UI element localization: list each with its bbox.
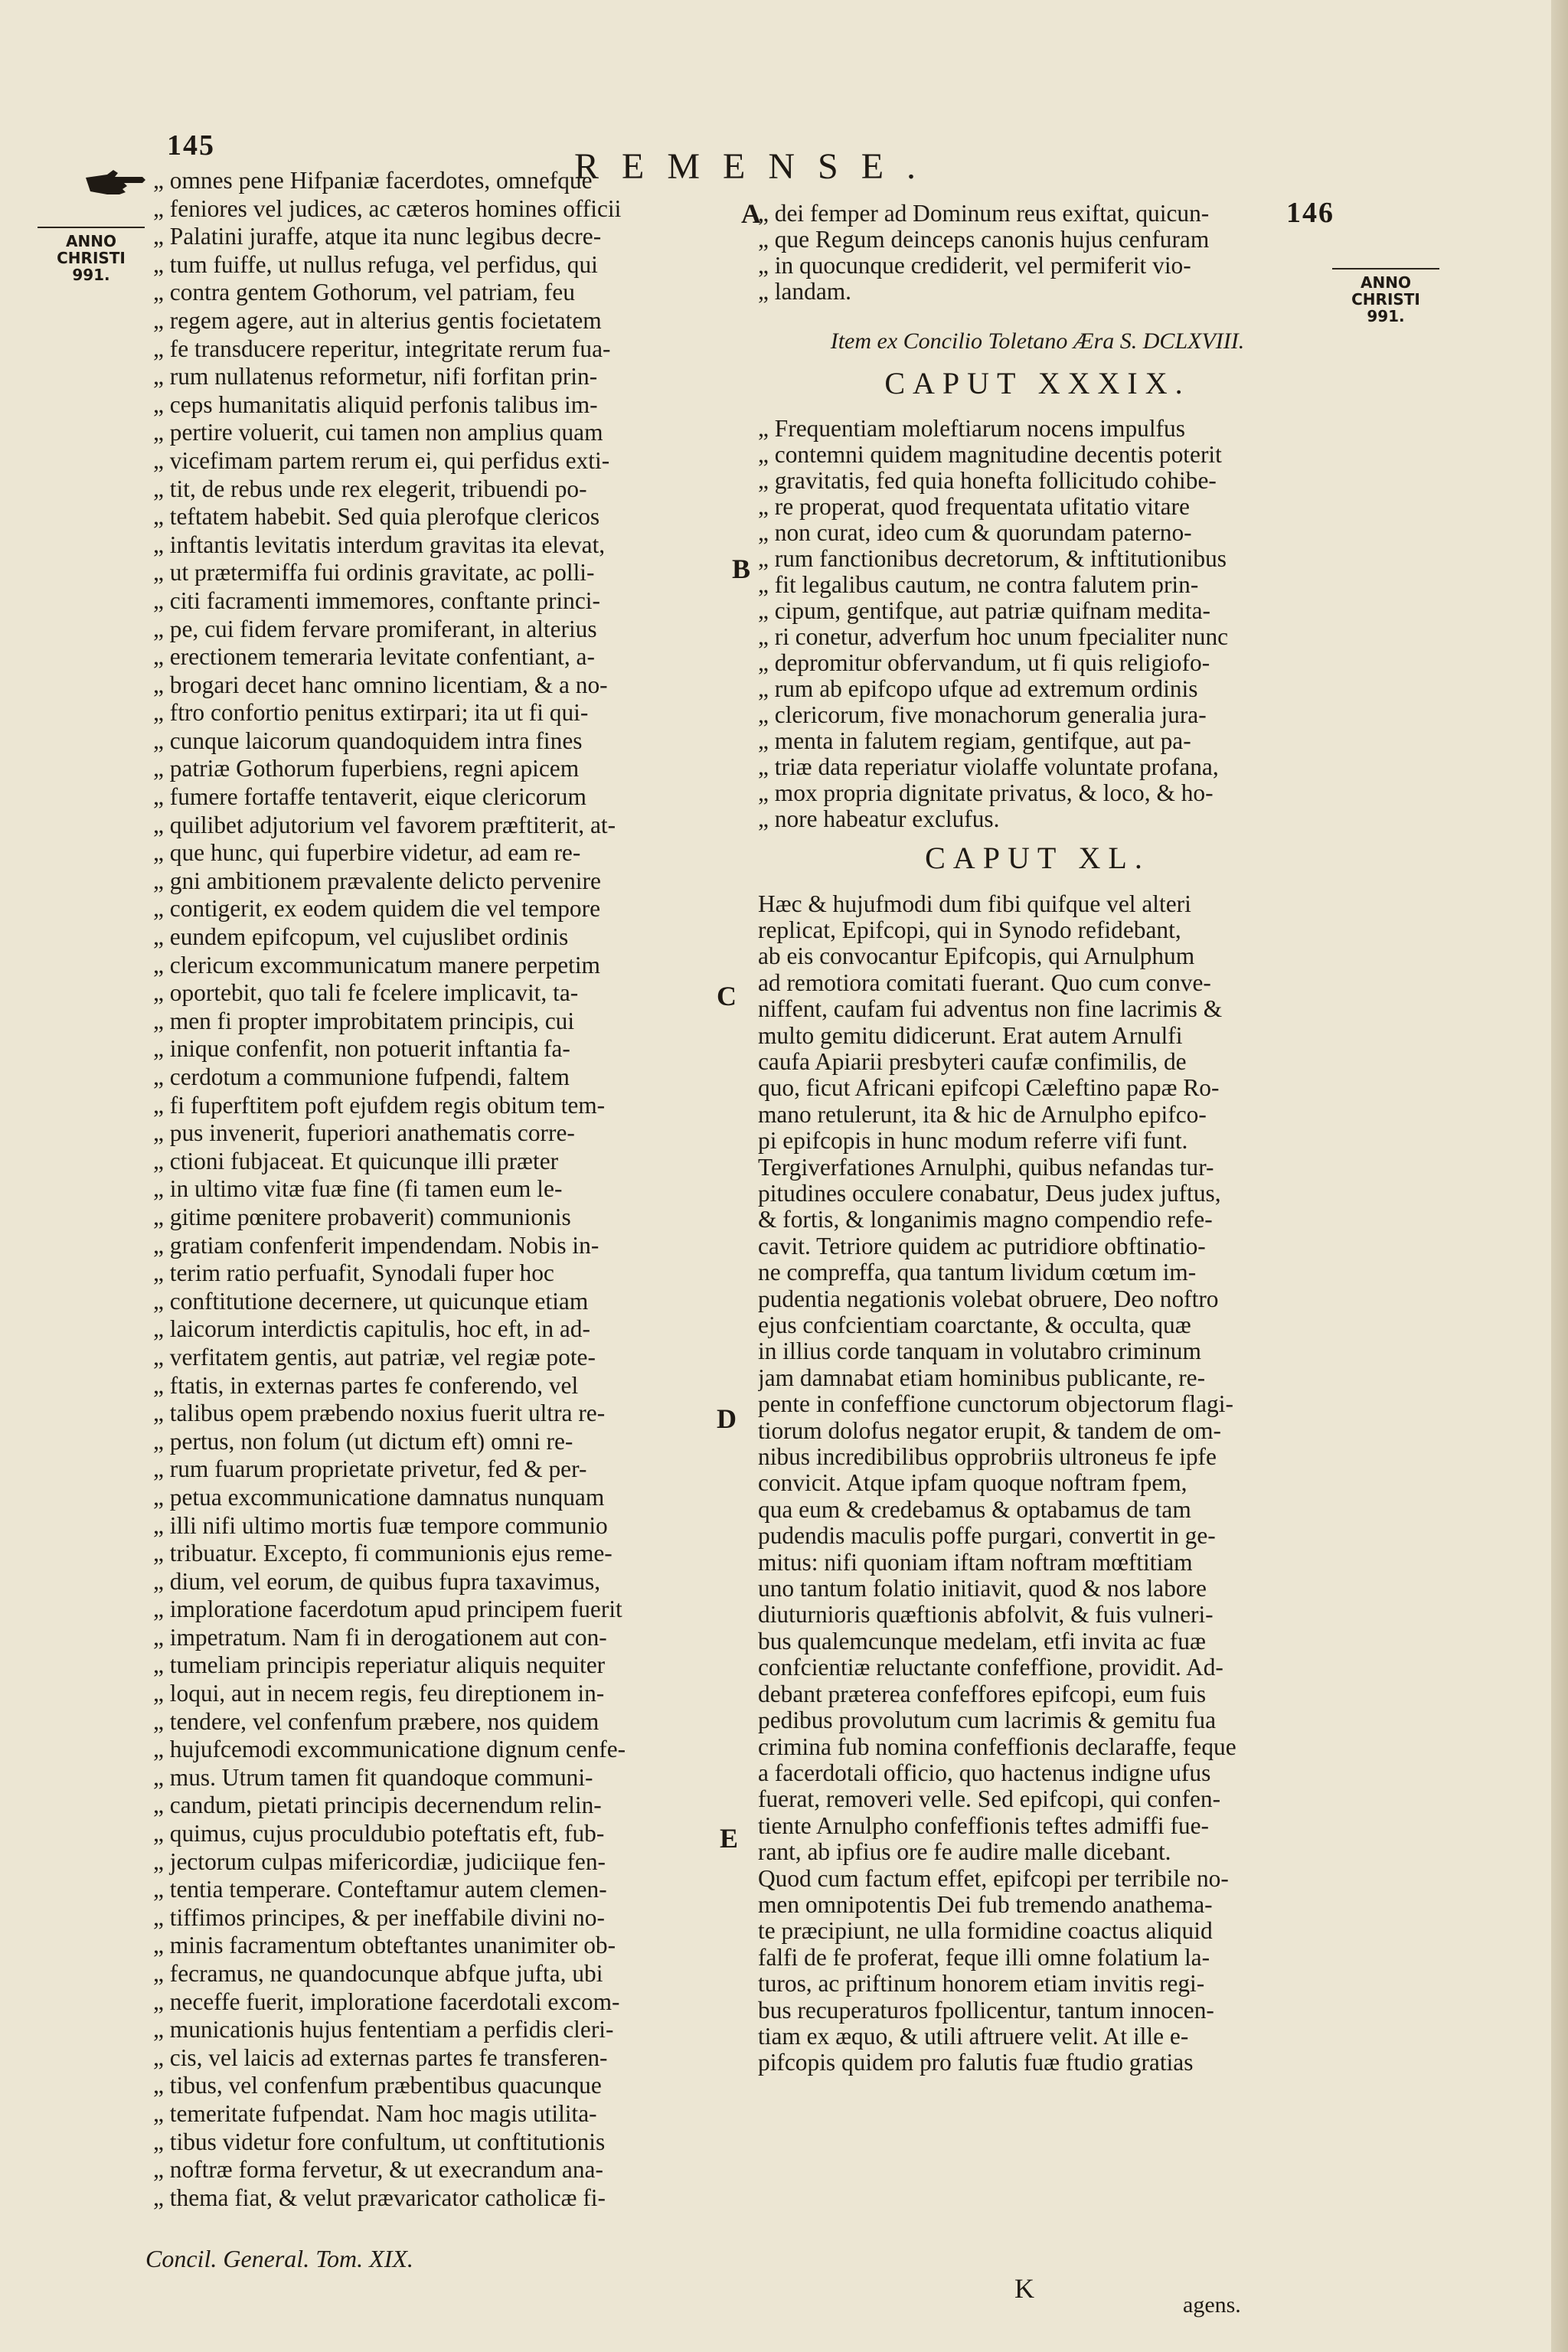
- text-line: „ erectionem temeraria levitate confentiant, a-: [153, 643, 595, 671]
- text-line: bus recuperaturos fpollicentur, tantum innocen-: [758, 1997, 1214, 2024]
- text-line: „ clericum excommunicatum manere perpetim: [153, 951, 600, 978]
- text-line: multo gemitu didicerunt. Erat autem Arnulfi: [758, 1022, 1183, 1049]
- text-line: „ rum fuarum proprietate privetur, fed & per-: [153, 1455, 587, 1483]
- section-marker-d: D: [717, 1403, 737, 1434]
- text-line: „ fi fuperftitem poft ejufdem regis obitum tem-: [153, 1091, 606, 1119]
- margin-rule-right: [1332, 268, 1439, 270]
- text-line: „ in quocunque crediderit, vel permiferit vio-: [758, 253, 1191, 279]
- text-line: „ menta in falutem regiam, gentifque, aut pa-: [758, 728, 1191, 754]
- text-line: „ cipum, gentifque, aut patriæ quifnam medita-: [758, 598, 1211, 624]
- page-number-right: 146: [1286, 197, 1334, 229]
- text-line: qua eum & credebamus & optabamus de tam: [758, 1496, 1191, 1523]
- text-line: pifcopis quidem pro falutis fuæ ftudio gratias: [758, 2050, 1194, 2076]
- text-line: „ patriæ Gothorum fuperbiens, regni apicem: [153, 755, 580, 782]
- text-line: „ ut prætermiffa fui ordinis gravitate, ac polli-: [153, 559, 595, 586]
- text-line: „ municationis hujus fententiam a perfidis cleri-: [153, 2016, 614, 2043]
- text-line: nibus incredibilibus opprobriis ultroneus fe ipfe: [758, 1444, 1217, 1471]
- text-line: niffent, caufam fui adventus non fine lacrimis &: [758, 996, 1223, 1023]
- text-line: tiam ex æquo, & utili aftruere velit. At ille e-: [758, 2023, 1189, 2050]
- text-line: pudentia negationis volebat obruere, Deo noftro: [758, 1285, 1219, 1312]
- text-line: „ contigerit, ex eodem quidem die vel tempore: [153, 895, 601, 923]
- section-marker-a: A: [741, 198, 761, 229]
- text-line: „ conftitutione decernere, ut quicunque etiam: [153, 1287, 589, 1315]
- text-line: „ omnes pene Hifpaniæ facerdotes, omnefque: [153, 167, 593, 194]
- text-line: „ brogari decet hanc omnino licentiam, & a no-: [153, 671, 608, 698]
- text-line: „ noftræ forma fervetur, & ut execrandum ana-: [153, 2156, 603, 2184]
- text-line: „ cerdotum a communione fufpendi, faltem: [153, 1063, 570, 1090]
- text-line: „ depromitur obfervandum, ut fi quis religiofo-: [758, 650, 1210, 676]
- text-line: „ quimus, cujus proculdubio poteftatis eft, fub-: [153, 1820, 605, 1847]
- text-line: „ ftro confortio penitus extirpari; ita ut fi qui-: [153, 699, 589, 727]
- section-marker-b: B: [732, 554, 751, 584]
- text-line: „ fe transducere reperitur, integritate rerum fua-: [153, 335, 611, 362]
- text-line: „ loqui, aut in necem regis, feu direptionem in-: [153, 1680, 605, 1707]
- text-line: turos, ac priftinum honorem etiam invitis regi-: [758, 1971, 1205, 1998]
- text-line: „ tribuatur. Excepto, fi communionis ejus reme-: [153, 1540, 612, 1567]
- section-marker-e: E: [720, 1823, 739, 1854]
- text-line: uno tantum folatio initiavit, quod & nos labore: [758, 1576, 1207, 1602]
- text-line: „ tum fuiffe, ut nullus refuga, vel perfidus, qui: [153, 250, 598, 278]
- text-line: „ gravitatis, fed quia honefta follicitudo cohibe-: [758, 468, 1217, 494]
- text-line: Tergiverfationes Arnulphi, quibus nefandas tur-: [758, 1154, 1214, 1181]
- text-line: pedibus provolutum cum lacrimis & gemitu fua: [758, 1707, 1217, 1734]
- text-line: „ pertire voluerit, cui tamen non amplius quam: [153, 419, 603, 446]
- text-line: mano retulerunt, ita & hic de Arnulpho epifco-: [758, 1101, 1207, 1128]
- text-line: „ contemni quidem magnitudine decentis poterit: [758, 442, 1222, 468]
- text-line: pudendis maculis poffe purgari, convertit in ge-: [758, 1523, 1216, 1550]
- text-line: „ petua excommunicatione damnatus nunquam: [153, 1483, 605, 1511]
- text-line: a facerdotali officio, quo hactenus indigne ufus: [758, 1759, 1211, 1786]
- text-line: „ thema fiat, & velut prævaricator catholicæ fi-: [153, 2184, 606, 2211]
- text-line: „ inftantis levitatis interdum gravitas ita elevat,: [153, 531, 606, 558]
- text-line: caufa Apiarii presbyteri caufæ confimilis, de: [758, 1048, 1187, 1075]
- text-line: „ eundem epifcopum, vel cujuslibet ordinis: [153, 923, 569, 951]
- text-line: ab eis convocantur Epifcopis, qui Arnulphum: [758, 943, 1195, 970]
- text-line: „ non curat, ideo cum & quorundam paterno-: [758, 520, 1192, 546]
- text-line: „ fit legalibus cautum, ne contra falutem prin-: [758, 572, 1199, 598]
- text-line: „ re properat, quod frequentata ufitatio vitare: [758, 494, 1190, 520]
- text-line: Hæc & hujufmodi dum fibi quifque vel alteri: [758, 890, 1191, 917]
- text-line: „ tibus, vel confenfum præbentibus quacunque: [153, 2072, 602, 2099]
- text-line: „ feniores vel judices, ac cæteros homines officii: [153, 194, 622, 222]
- text-line: „ temeritate fufpendat. Nam hoc magis utilita-: [153, 2099, 597, 2127]
- text-line: „ que hunc, qui fuperbire videtur, ad eam re-: [153, 839, 581, 867]
- text-line: „ illi nifi ultimo mortis fuæ tempore communio: [153, 1511, 608, 1539]
- margin-note-right-line: ANNO: [1361, 273, 1411, 292]
- text-line: „ ri conetur, adverfum hoc unum fpecialiter nunc: [758, 624, 1229, 650]
- text-line: „ rum nullatenus reformetur, nifi forfitan prin-: [153, 363, 598, 390]
- text-line: crimina fub nomina confeffionis declaraffe, feque: [758, 1733, 1236, 1760]
- margin-note-left-line: 991.: [72, 266, 110, 284]
- caput-39-text: [758, 416, 1317, 832]
- text-line: men omnipotentis Dei fub tremendo anathema-: [758, 1891, 1213, 1918]
- text-line: „ pertus, non folum (ut dictum eft) omni re-: [153, 1427, 573, 1455]
- text-line: „ minis facramentum obteftantes unanimiter ob-: [153, 1932, 616, 1959]
- text-line: „ pus invenerit, fuperiori anathematis corre-: [153, 1119, 575, 1147]
- margin-note-right: [1328, 268, 1443, 325]
- text-line: „ laicorum interdictis capitulis, hoc eft, in ad-: [153, 1315, 590, 1343]
- text-line: mitus: nifi quoniam iftam noftram mœftitiam: [758, 1549, 1193, 1576]
- text-line: „ nore habeatur exclufus.: [758, 806, 1000, 832]
- text-line: „ hujufcemodi excommunicatione dignum cenfe-: [153, 1736, 626, 1763]
- signature-line: Concil. General. Tom. XIX.: [145, 2245, 413, 2272]
- text-line: debant præterea confeffores epifcopi, eum fuis: [758, 1681, 1207, 1707]
- text-line: quo, ficut Africani epifcopi Cæleftino papæ Ro-: [758, 1075, 1220, 1102]
- text-line: „ men fi propter improbitatem principis, cui: [153, 1007, 575, 1034]
- text-line: „ gratiam confenferit impendendam. Nobis in-: [153, 1231, 599, 1259]
- text-line: Quod cum factum effet, epifcopi per terribile no-: [758, 1865, 1229, 1892]
- text-line: „ tendere, vel confenfum præbere, nos quidem: [153, 1707, 599, 1735]
- text-line: „ gni ambitionem prævalente delicto pervenire: [153, 867, 601, 894]
- margin-note-left-line: CHRISTI: [57, 249, 126, 267]
- text-line: „ mox propria dignitate privatus, & loco, & ho-: [758, 780, 1214, 806]
- text-line: „ Palatini juraffe, atque ita nunc legibus decre-: [153, 223, 602, 250]
- text-line: „ oportebit, quo tali fe fcelere implicavit, ta-: [153, 979, 579, 1007]
- text-line: falfi de fe proferat, feque illi omne folatium la-: [758, 1944, 1210, 1971]
- text-line: „ Frequentiam moleftiarum nocens impulfus: [758, 416, 1185, 442]
- text-line: tiente Arnulpho confeffionis teftes admiffi fue-: [758, 1812, 1209, 1839]
- text-line: „ ceps humanitatis aliquid perfonis talibus im-: [153, 390, 598, 418]
- text-line: „ cunque laicorum quandoquidem intra fines: [153, 727, 583, 754]
- text-line: „ inique confenfit, non potuerit inftantia fa-: [153, 1035, 570, 1063]
- text-line: tiorum dolofus negator erupit, & tandem de om-: [758, 1417, 1222, 1444]
- text-line: „ rum ab epifcopo ufque ad extremum ordinis: [758, 676, 1198, 702]
- signature-letter: K: [1014, 2273, 1034, 2304]
- margin-rule-left: [38, 227, 145, 228]
- text-line: „ neceffe fuerit, imploratione facerdotali excom-: [153, 1988, 620, 2015]
- margin-note-right-line: 991.: [1367, 307, 1405, 325]
- text-line: „ citi facramenti immemores, conftante princi-: [153, 586, 600, 614]
- text-line: „ regem agere, aut in alterius gentis focietatem: [153, 306, 602, 334]
- text-line: te præcipiunt, ne ulla formidine coactus aliquid: [758, 1918, 1213, 1945]
- text-line: pi epifcopis in hunc modum referre vifi funt.: [758, 1128, 1188, 1155]
- text-line: ad remotiora comitati fuerant. Quo cum conve-: [758, 969, 1211, 996]
- text-line: replicat, Epifcopi, qui in Synodo refidebant,: [758, 916, 1181, 943]
- text-line: „ fumere fortaffe tentaverit, eique clericorum: [153, 783, 586, 811]
- caput-40-text: [758, 891, 1317, 2076]
- text-line: „ ftatis, in externas partes fe conferendo, vel: [153, 1371, 579, 1399]
- text-line: bus qualemcunque medelam, etfi invita ac fuæ: [758, 1628, 1206, 1655]
- text-line: pente in confeffione cunctorum objectorum flagi-: [758, 1391, 1233, 1418]
- text-line: „ tit, de rebus unde rex elegerit, tribuendi po-: [153, 475, 587, 502]
- text-line: ne compreffa, qua tantum lividum cœtum im-: [758, 1259, 1197, 1286]
- text-line: „ tiffimos principes, & per ineffabile divini no-: [153, 1903, 605, 1931]
- text-line: „ verfitatem gentis, aut patriæ, vel regiæ pote-: [153, 1343, 596, 1370]
- text-line: jam damnabat etiam hominibus publicante, re-: [758, 1364, 1206, 1391]
- text-line: „ teftatem habebit. Sed quia plerofque clericos: [153, 503, 600, 531]
- text-line: „ landam.: [758, 279, 852, 305]
- caput-40-title: CAPUT XL.: [925, 841, 1150, 875]
- right-column-continuation: [758, 201, 1317, 305]
- section-marker-c: C: [717, 981, 737, 1011]
- text-line: „ triæ data reperiatur violaffe voluntate profana,: [758, 754, 1219, 780]
- text-line: „ gitime pœnitere probaverit) communionis: [153, 1203, 571, 1230]
- text-line: & fortis, & longanimis magno compendio refe-: [758, 1207, 1213, 1233]
- page-number-left: 145: [167, 129, 215, 162]
- text-line: in illius corde tanquam in volutabro criminum: [758, 1338, 1201, 1365]
- text-line: „ cis, vel laicis ad externas partes fe transferen-: [153, 2043, 608, 2071]
- text-line: „ que Regum deinceps canonis hujus cenfuram: [758, 227, 1210, 253]
- margin-note-right-line: CHRISTI: [1351, 290, 1420, 309]
- text-line: „ in ultimo vitæ fuæ fine (fi tamen eum le-: [153, 1175, 563, 1203]
- text-line: „ clericorum, five monachorum generalia jura-: [758, 702, 1207, 728]
- text-line: „ mus. Utrum tamen fit quandoque communi-: [153, 1763, 593, 1791]
- text-line: „ rum fanctionibus decretorum, & inftitutionibus: [758, 546, 1227, 572]
- running-title: REMENSE.: [574, 146, 939, 187]
- page-edge: [1551, 0, 1568, 2352]
- text-line: „ tentia temperare. Conteftamur autem clemen-: [153, 1876, 607, 1903]
- source-subheading: Item ex Concilio Toletano Æra S. DCLXVIII.: [830, 328, 1245, 354]
- text-line: „ imploratione facerdotum apud principem fuerit: [153, 1596, 622, 1623]
- text-line: rant, ab ipfius ore fe audire malle dicebant.: [758, 1839, 1171, 1866]
- text-line: „ jectorum culpas mifericordiæ, judiciique fen-: [153, 1847, 606, 1875]
- text-line: „ tumeliam principis reperiatur aliquis nequiter: [153, 1651, 606, 1679]
- margin-note-left: [34, 227, 149, 283]
- text-line: diuturnioris quæftionis abfolvit, & fuis vulneri-: [758, 1602, 1214, 1628]
- text-line: „ tibus videtur fore confultum, ut conftitutionis: [153, 2128, 606, 2155]
- margin-note-left-line: ANNO: [66, 232, 116, 250]
- text-line: „ impetratum. Nam fi in derogationem aut con-: [153, 1623, 607, 1651]
- text-line: „ dei femper ad Dominum reus exiftat, quicun-: [758, 201, 1210, 227]
- text-line: „ fecramus, ne quandocunque abfque jufta, ubi: [153, 1960, 603, 1987]
- text-line: „ dium, vel eorum, de quibus fupra taxavimus,: [153, 1567, 601, 1595]
- text-line: „ vicefimam partem rerum ei, qui perfidus exti-: [153, 446, 610, 474]
- text-line: „ ctioni fubjaceat. Et quicunque illi præter: [153, 1147, 559, 1174]
- text-line: pitudines occulere conabatur, Deus judex juftus,: [758, 1180, 1221, 1207]
- left-column: [153, 167, 735, 2212]
- text-line: confcientiæ reluctante confeffione, providit. Ad-: [758, 1655, 1223, 1681]
- caput-39-title: CAPUT XXXIX.: [884, 365, 1191, 400]
- text-line: cavit. Tetriore quidem ac putridiore obftinatio-: [758, 1233, 1206, 1259]
- catchword: agens.: [1183, 2292, 1241, 2318]
- text-line: „ talibus opem præbendo noxius fuerit ultra re-: [153, 1400, 606, 1427]
- text-line: convicit. Atque ipfam quoque noftram fpem,: [758, 1470, 1187, 1497]
- text-line: „ quilibet adjutorium vel favorem præftiterit, at-: [153, 811, 616, 838]
- text-line: „ terim ratio perfuafit, Synodali fuper hoc: [153, 1259, 554, 1287]
- text-line: „ pe, cui fidem fervare promiferant, in alterius: [153, 615, 597, 642]
- text-line: ejus confcientiam coarctante, & occulta, quæ: [758, 1312, 1191, 1338]
- text-line: „ contra gentem Gothorum, vel patriam, feu: [153, 279, 575, 306]
- pointing-hand-icon: [84, 167, 147, 198]
- right-column: [758, 201, 1317, 2076]
- text-line: „ candum, pietati principis decernendum relin-: [153, 1792, 602, 1819]
- text-line: fuerat, removeri velle. Sed epifcopi, qui confen-: [758, 1786, 1221, 1813]
